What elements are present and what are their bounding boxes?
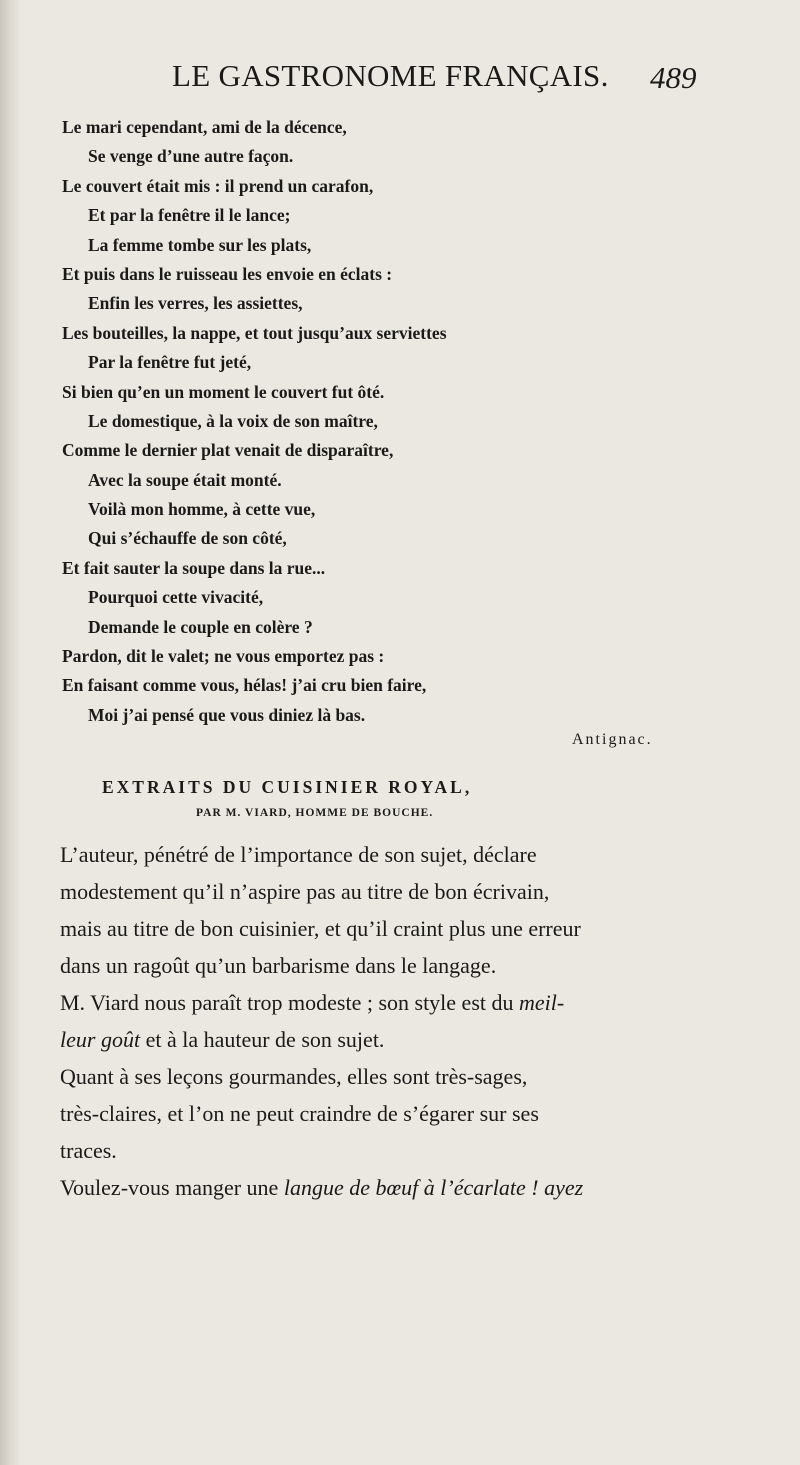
text-run: mais au titre de bon cuisinier, et qu’il craint plus une erreur (60, 916, 581, 941)
prose-line (60, 873, 780, 910)
prose-line (60, 1021, 780, 1058)
text-run: L’auteur, pénétré de l’importance de son sujet, déclare (60, 842, 537, 867)
poem-line: Pardon, dit le valet; ne vous emportez pas : (62, 646, 385, 667)
poem-line: Et fait sauter la soupe dans la rue... (62, 557, 326, 578)
poem-line: Par la fenêtre fut jeté, (88, 352, 252, 373)
poem-line: En faisant comme vous, hélas! j’ai cru bien faire, (62, 675, 427, 696)
text-run: traces. (60, 1138, 117, 1163)
italic-text: langue de bœuf à l’écarlate ! (283, 1175, 539, 1200)
poem-line: Moi j’ai pensé que vous diniez là bas. (88, 704, 366, 725)
prose-line (60, 1169, 780, 1206)
poem-line: Qui s’échauffe de son côté, (88, 528, 287, 549)
prose-line (60, 1132, 780, 1169)
poem-line: Enfin les verres, les assiettes, (88, 293, 303, 314)
poem-line: Le mari cependant, ami de la décence, (62, 117, 347, 137)
poem-line: Comme le dernier plat venait de disparaître, (62, 440, 394, 461)
prose-line (60, 1095, 780, 1132)
prose-text (60, 836, 780, 1206)
poem-line: Le domestique, à la voix de son maître, (88, 410, 378, 431)
poem-line: Voilà mon homme, à cette vue, (88, 499, 316, 520)
poem-line: Avec la soupe était monté. (88, 469, 282, 490)
prose-line (60, 1058, 780, 1095)
poem-line: Se venge d’une autre façon. (88, 146, 294, 167)
text-run: dans un ragoût qu’un barbarisme dans le langage. (60, 953, 497, 978)
poem-line: La femme tombe sur les plats, (88, 234, 312, 255)
running-head-title: LE GASTRONOME FRANÇAIS. (172, 58, 609, 93)
section-title: EXTRAITS DU CUISINIER ROYAL, (102, 777, 473, 797)
poem-line: Et puis dans le ruisseau les envoie en éclats : (62, 263, 393, 284)
poem-line: Demande le couple en colère ? (88, 616, 313, 637)
text-run: Quant à ses leçons gourmandes, elles sont très-sages, (60, 1064, 528, 1089)
prose-line (60, 910, 780, 947)
prose-line (60, 984, 780, 1021)
italic-text: ayez (538, 1175, 584, 1200)
prose-line (60, 836, 780, 873)
italic-text: leur goût (60, 1027, 141, 1052)
text-run: très-claires, et l’on ne peut craindre de s’égarer sur ses (60, 1101, 539, 1126)
section-subtitle: PAR M. VIARD, HOMME DE BOUCHE. (196, 807, 434, 819)
poem-line: Si bien qu’en un moment le couvert fut ôté. (62, 381, 385, 402)
running-head (0, 58, 800, 98)
poem-line: Pourquoi cette vivacité, (88, 587, 264, 608)
poem-line: Le couvert était mis : il prend un carafon, (62, 175, 374, 196)
text-run: et à la hauteur de son sujet. (140, 1027, 385, 1052)
page-number: 489 (650, 60, 697, 95)
poem-line: Et par la fenêtre il le lance; (88, 205, 291, 226)
italic-text: meil- (519, 990, 565, 1015)
poem-signature: Antignac. (572, 731, 653, 748)
prose-line (60, 947, 780, 984)
text-run: M. Viard nous paraît trop modeste ; son style est du (60, 990, 519, 1015)
poem (0, 113, 800, 730)
poem-line: Les bouteilles, la nappe, et tout jusqu’aux serviettes (62, 322, 447, 343)
text-run: Voulez-vous manger une (60, 1175, 284, 1200)
text-run: modestement qu’il n’aspire pas au titre de bon écrivain, (60, 879, 550, 904)
